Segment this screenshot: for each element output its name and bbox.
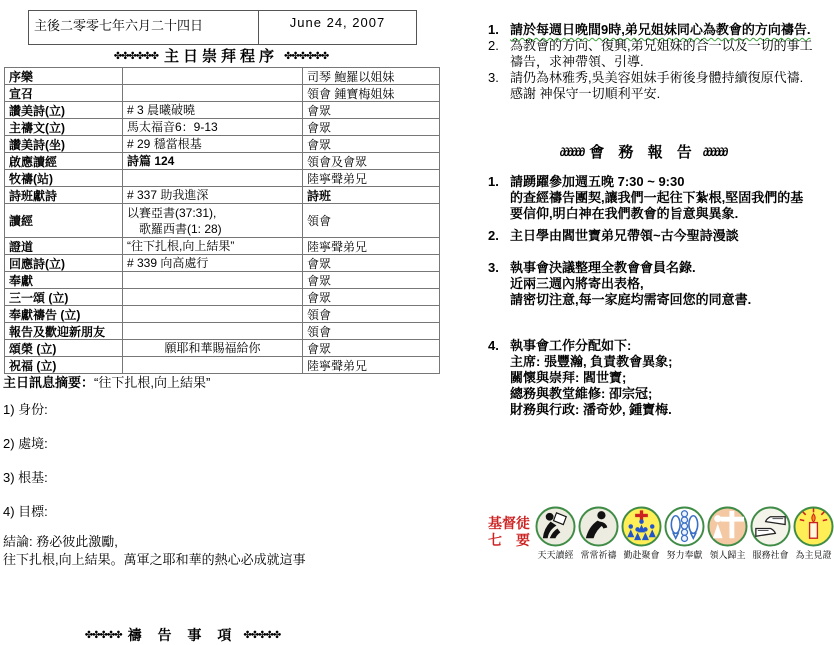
program-row <box>5 323 440 340</box>
program-item-cell: 啟應讀經 <box>5 153 123 170</box>
prayer-line: 感謝 神保守一切順利平安. <box>510 86 661 101</box>
ornament-chain-icon: ✤✤✤✤✤✤ <box>284 51 329 62</box>
congregation-cross-icon <box>620 506 663 547</box>
program-detail-cell <box>123 153 303 170</box>
church-report-title: 會 務 報 告 <box>589 144 697 161</box>
praying-person-icon <box>577 506 620 547</box>
seven-icon-cell <box>792 506 834 561</box>
program-item-cell: 證道 <box>5 238 123 255</box>
seven-essentials-label-line1: 基督徒 <box>488 515 530 531</box>
worship-program-title: 主日崇拜程序 <box>163 48 278 65</box>
report-line: 主日學由閻世寶弟兄帶領~古今聖詩漫談 <box>510 228 739 243</box>
program-row <box>5 340 440 357</box>
program-leader-cell: 會眾 <box>303 119 440 136</box>
sermon-outline <box>3 402 48 538</box>
program-item-cell: 報告及歡迎新朋友 <box>5 323 123 340</box>
program-detail-cell <box>123 323 303 340</box>
sermon-summary-quote: “往下扎根,向上結果” <box>94 375 211 390</box>
report-line: 執事會工作分配如下: <box>510 338 632 353</box>
report-line: 財務與行政: 潘奇妙, 鍾寶梅. <box>510 402 672 417</box>
program-row <box>5 119 440 136</box>
report-line: 的查經禱告團契,讓我們一起往下紮根,堅固我們的基 <box>510 190 804 205</box>
program-detail-line: 詩篇 124 <box>127 154 175 168</box>
ornament-chain-icon: ✤✤✤✤✤ <box>84 630 122 641</box>
sermon-conclusion-line: 結論: 務必彼此激勵, <box>3 534 118 549</box>
seven-icon-label: 天天讀經 <box>537 550 574 560</box>
prayer-number: 1. <box>488 22 499 37</box>
program-leader-cell: 會眾 <box>303 272 440 289</box>
report-line: 近兩三週內將寄出表格, <box>510 276 644 291</box>
fish-offering-icon <box>663 506 706 547</box>
program-item-cell: 奉獻 <box>5 272 123 289</box>
seven-icon-cell <box>706 506 749 561</box>
program-row <box>5 136 440 153</box>
program-item-cell: 牧禱(站) <box>5 170 123 187</box>
sermon-conclusion <box>3 533 306 569</box>
prayer-item <box>488 22 834 38</box>
sermon-summary <box>3 372 210 391</box>
program-detail-cell <box>123 102 303 119</box>
report-item <box>488 174 834 222</box>
ornament-chain-icon: ✤✤✤✤✤ <box>243 630 281 641</box>
seven-icon-label: 勤赴聚會 <box>623 550 660 560</box>
report-lines <box>510 228 834 244</box>
program-detail-line: 願耶和華賜福給你 <box>164 341 261 355</box>
report-number: 1. <box>488 174 499 189</box>
lead-to-cross-icon <box>706 506 749 547</box>
prayer-line: 請仍為林雅秀,吳美容姐妹手術後身體持續復原代禱. <box>510 70 804 85</box>
seven-essentials-label <box>484 515 534 549</box>
sermon-outline-item: 3) 根基: <box>3 470 48 485</box>
report-lines <box>510 260 834 308</box>
report-line: 執事會決議整理全教會會員名錄. <box>510 260 696 275</box>
program-item-cell: 宣召 <box>5 85 123 102</box>
seven-icon-label: 領人歸主 <box>709 550 746 560</box>
program-row <box>5 85 440 102</box>
program-detail-cell <box>123 238 303 255</box>
program-item-cell: 序樂 <box>5 68 123 85</box>
program-leader-cell: 領會 <box>303 306 440 323</box>
program-detail-cell <box>123 272 303 289</box>
program-leader-cell: 會眾 <box>303 136 440 153</box>
program-leader-cell: 領會 <box>303 204 440 238</box>
program-row <box>5 306 440 323</box>
report-number: 4. <box>488 338 499 353</box>
program-row <box>5 102 440 119</box>
prayer-line: 禱告，求神帶領、引導. <box>510 54 644 69</box>
serving-hands-icon <box>749 506 792 547</box>
date-header-box <box>28 10 417 45</box>
program-leader-cell: 會眾 <box>303 340 440 357</box>
ornament-scroll-icon: ∂∂∂∂∂∂ <box>559 145 584 159</box>
program-detail-line: # 339 向高處行 <box>127 256 209 270</box>
program-detail-cell <box>123 204 303 238</box>
program-leader-cell: 領會 <box>303 323 440 340</box>
program-item-cell: 頌榮 (立) <box>5 340 123 357</box>
sermon-summary-label: 主日訊息摘要： <box>3 375 95 390</box>
program-leader-cell: 陸寧聲弟兄 <box>303 170 440 187</box>
program-row <box>5 289 440 306</box>
program-detail-line: 歌羅西書(1: 28) <box>127 221 222 236</box>
program-row <box>5 204 440 238</box>
report-line: 請密切注意,每一家庭均需寄回您的同意書. <box>510 292 752 307</box>
program-item-cell: 三一頌 (立) <box>5 289 123 306</box>
prayer-items-title: 禱 告 事 項 <box>127 627 238 643</box>
report-lines <box>510 174 834 222</box>
program-detail-cell <box>123 85 303 102</box>
church-report-list <box>488 174 834 418</box>
program-leader-cell: 會眾 <box>303 102 440 119</box>
program-row <box>5 272 440 289</box>
prayer-list <box>488 22 834 102</box>
candle-witness-icon <box>792 506 834 547</box>
sermon-outline-item: 1) 身份: <box>3 402 48 417</box>
report-number: 3. <box>488 260 499 275</box>
report-line: 關懷與崇拜: 閻世寶; <box>510 370 627 385</box>
program-row <box>5 68 440 85</box>
program-row <box>5 153 440 170</box>
program-item-cell: 回應詩(立) <box>5 255 123 272</box>
program-leader-cell: 領會 鍾寶梅姐妹 <box>303 85 440 102</box>
program-detail-cell <box>123 68 303 85</box>
report-number: 2. <box>488 228 499 243</box>
report-line: 請踴躍參加週五晚 7:30 ~ 9:30 <box>510 174 685 189</box>
ornament-scroll-icon: ∂∂∂∂∂∂ <box>702 145 727 159</box>
program-leader-cell: 領會及會眾 <box>303 153 440 170</box>
program-detail-cell <box>123 289 303 306</box>
seven-icon-label: 常常祈禱 <box>580 550 617 560</box>
reading-person-icon <box>534 506 577 547</box>
program-row <box>5 255 440 272</box>
prayer-item <box>488 70 834 102</box>
program-detail-line: “往下扎根,向上結果” <box>127 239 235 253</box>
church-report-heading <box>488 141 798 162</box>
sermon-outline-item: 2) 處境: <box>3 436 48 451</box>
report-item <box>488 228 834 244</box>
sermon-outline-item: 4) 目標: <box>3 504 48 519</box>
program-detail-cell <box>123 306 303 323</box>
program-item-cell: 祝福 (立) <box>5 357 123 374</box>
worship-program-heading <box>0 45 442 66</box>
report-line: 主席: 張豐瀚, 負責教會異象; <box>510 354 673 369</box>
prayer-lines <box>510 22 834 38</box>
prayer-number: 2. <box>488 38 499 53</box>
program-item-cell: 讚美詩(立) <box>5 102 123 119</box>
program-leader-cell: 司琴 鮑羅以姐妹 <box>303 68 440 85</box>
ornament-chain-icon: ✤✤✤✤✤✤ <box>113 51 158 62</box>
report-line: 要信仰,明白神在我們教會的旨意與異象. <box>510 206 739 221</box>
program-item-cell: 奉獻禱告 (立) <box>5 306 123 323</box>
program-detail-cell <box>123 340 303 357</box>
program-detail-line: # 337 助我進深 <box>127 188 209 202</box>
seven-icon-cell <box>577 506 620 561</box>
report-lines <box>510 338 834 418</box>
seven-icon-label: 努力奉獻 <box>666 550 703 560</box>
prayer-number: 3. <box>488 70 499 85</box>
program-item-cell: 詩班獻詩 <box>5 187 123 204</box>
program-detail-cell <box>123 119 303 136</box>
program-leader-cell: 詩班 <box>303 187 440 204</box>
program-detail-line: # 3 晨曦破曉 <box>127 103 196 117</box>
program-item-cell: 讀經 <box>5 204 123 238</box>
prayer-items-heading <box>0 625 365 645</box>
program-detail-line: # 29 穩當根基 <box>127 137 202 151</box>
program-leader-cell: 會眾 <box>303 255 440 272</box>
prayer-lines <box>510 70 834 102</box>
seven-essentials-label-line2: 七 要 <box>488 532 530 548</box>
program-detail-cell <box>123 187 303 204</box>
seven-icon-cell <box>534 506 577 561</box>
seven-icon-cell <box>663 506 706 561</box>
program-leader-cell: 陸寧聲弟兄 <box>303 238 440 255</box>
program-item-cell: 讚美詩(坐) <box>5 136 123 153</box>
report-item <box>488 338 834 418</box>
program-item-cell: 主禱文(立) <box>5 119 123 136</box>
program-row <box>5 238 440 255</box>
sermon-conclusion-line: 往下扎根,向上結果。萬軍之耶和華的熱心必成就這事 <box>3 552 306 567</box>
report-line: 總務與教堂維修: 卲宗冠; <box>510 386 653 401</box>
report-item <box>488 260 834 308</box>
prayer-item <box>488 38 834 70</box>
program-detail-line: 以賽亞書(37:31), <box>127 205 217 220</box>
program-detail-cell <box>123 170 303 187</box>
seven-icon-label: 為主見證 <box>795 550 832 560</box>
seven-icon-cell <box>749 506 792 561</box>
prayer-line: 為教會的方向、復興,弟兄姐妹的合一以及一切的事工 <box>510 38 813 53</box>
program-row <box>5 170 440 187</box>
program-row <box>5 187 440 204</box>
program-detail-line: 馬太福音6：9-13 <box>127 120 218 134</box>
date-chinese: 主後二零零七年六月二十四日 <box>29 11 259 44</box>
seven-icon-cell <box>620 506 663 561</box>
christian-seven-essentials <box>484 506 834 561</box>
date-english: June 24, 2007 <box>289 15 386 30</box>
worship-program-table <box>4 67 440 374</box>
program-leader-cell: 陸寧聲弟兄 <box>303 357 440 374</box>
seven-essentials-icons <box>534 506 834 561</box>
seven-icon-label: 服務社會 <box>752 550 789 560</box>
prayer-line: 請於每週日晚間9時,弟兄姐妹同心為教會的方向禱告. <box>510 22 811 37</box>
program-detail-cell <box>123 255 303 272</box>
program-detail-cell <box>123 136 303 153</box>
program-leader-cell: 會眾 <box>303 289 440 306</box>
prayer-lines <box>510 38 834 70</box>
